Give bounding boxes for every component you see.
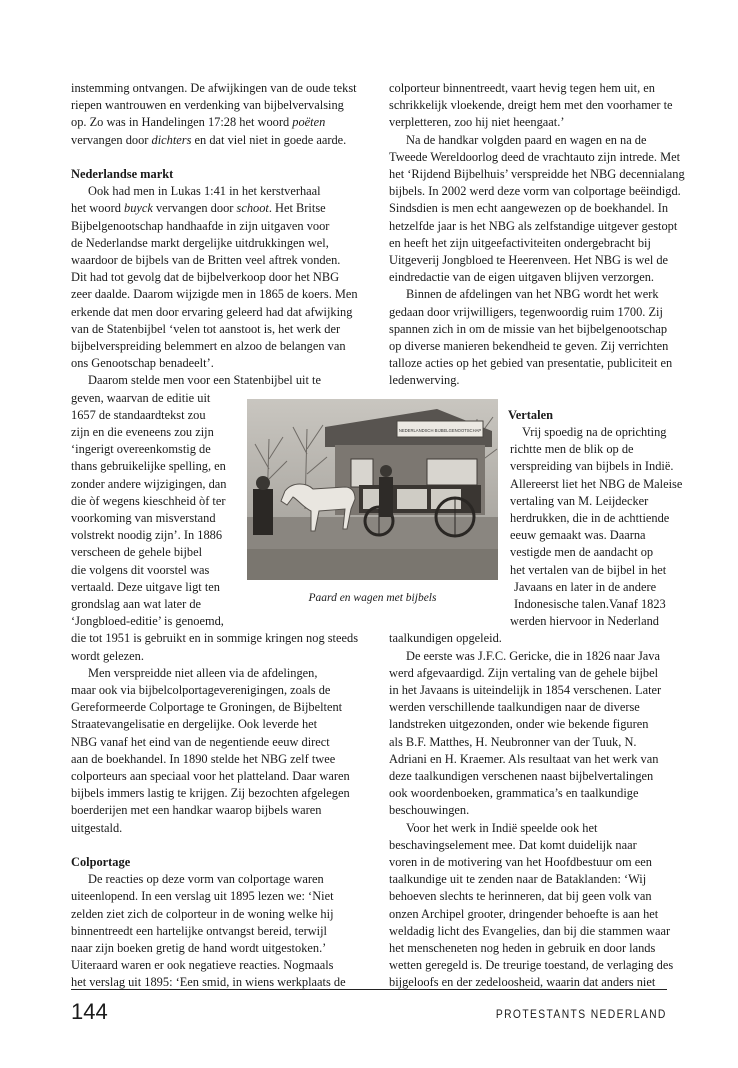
left-column-line: de Nederlandse markt dergelijke uitdrukkingen wel, <box>71 235 329 250</box>
left-column-line: die tot 1951 is gebruikt en in sommige kringen nog steeds <box>71 631 359 646</box>
left-column-line: vervangen door dichters en dat viel niet in goede aarde. <box>71 132 347 147</box>
right-column-line: werd afgevaardigd. Zijn vertaling van de gehele bijbel <box>389 665 659 680</box>
left-column-line: riepen wantrouwen en verdenking van bijbelvervalsing <box>71 98 344 113</box>
right-column-line: het menscheneten nog heden in gebruik en door lands <box>389 941 656 955</box>
left-column-line: boerderijen met een handkar waarop bijbels waren <box>71 803 322 818</box>
left-column-line: Men verspreidde niet alleen via de afdelingen, <box>88 665 318 680</box>
right-column-line: als B.F. Matthes, H. Neubronner van der Tuuk, N. <box>389 734 637 749</box>
left-column-line: zonder andere wijzigingen, dan <box>71 476 227 491</box>
left-column-line: 1657 de standaardtekst zou <box>71 407 206 422</box>
left-column-line: het verslag uit 1895: ‘Een smid, in wiens werkplaats de <box>71 975 346 990</box>
horse-and-wagon-photo-illustration <box>247 399 498 580</box>
left-column-line: Colportage <box>71 855 131 869</box>
right-column-line: beschavingselement mee. Dat komt duidelijk naar <box>389 837 637 852</box>
right-column-line: gedaan door vrijwilligers, tegenwoordig ruim 1700. Zij <box>389 304 663 319</box>
left-column-line: thans gebruikelijke spelling, en <box>71 459 226 474</box>
left-column-line: vertaald. Deze uitgave ligt ten <box>71 579 220 594</box>
right-column-line: voren in de motivering van het Hoofdbestuur om een <box>389 855 652 869</box>
left-column-line: volstrekt noodig zijn’. In 1886 <box>71 528 223 543</box>
right-column-line: richtte men de blik op de <box>510 442 634 457</box>
left-column-line: uitgestald. <box>71 820 123 835</box>
historic-photo <box>247 399 498 580</box>
right-column-line: wetten geregeld is. De treurige toestand, de verlaging des <box>389 958 674 973</box>
right-column-line: behoeven slechts te herinneren, dat bij geen volk van <box>389 889 652 904</box>
left-column-line: zeer daalde. Daarom wijzigde men in 1865 de koers. Men <box>71 287 358 302</box>
right-column-line: bijbels. In 2002 werd deze vorm van colportage beëindigd. <box>389 184 681 199</box>
right-column-line: verpletteren, zoo hij niet heengaat.’ <box>389 115 565 130</box>
left-column-line: Uiteraard waren er ook negatieve reacties. Nogmaals <box>71 958 334 973</box>
left-column-line: colporteurs aan speciaal voor het platteland. Daar waren <box>71 769 350 783</box>
left-column-line: ‘ingerigt overeenkomstig de <box>71 442 211 457</box>
left-column-line: grondslag aan wat later de <box>71 597 202 611</box>
right-column-line: op diverse manieren bekendheid te geven. Zij verrichten <box>389 339 669 353</box>
left-column-line: erkende dat men door ervaring geleerd had dat afwijking <box>71 304 353 319</box>
left-column-line: van de Statenbijbel ‘velen tot aanstoot is, het werk der <box>71 321 341 336</box>
right-column-line: vestigde men de aandacht op <box>510 545 654 560</box>
right-column-line: Adriani en H. Kraemer. Als resultaat van het werk van <box>389 751 659 766</box>
left-column-line: die volgens dit voorstel was <box>71 562 210 577</box>
right-column-line: het vertalen van de bijbel in het <box>510 562 667 577</box>
right-column-line: het ‘Rijdend Bijbelhuis’ verspreidde het NBG decennialang <box>389 167 685 181</box>
right-column-line: De eerste was J.F.C. Gericke, die in 1826 naar Java <box>406 648 660 663</box>
right-column-line: colporteur binnentreedt, vaart hevig tegen hem uit, en <box>389 81 655 95</box>
right-column-line: eindredactie van de eigen uitgaven blijven verzorgen. <box>389 270 655 285</box>
right-column-line: Tweede Wereldoorlog deed de vrachtauto zijn intrede. Met <box>389 149 681 164</box>
left-column-line: aan de boekhandel. In 1890 stelde het NBG zelf twee <box>71 751 336 766</box>
right-column-line: ledenwerving. <box>389 373 460 388</box>
page-number: 144 <box>71 999 108 1024</box>
right-column-line: schrikkelijk vloekende, dreigt hem met den voorhamer te <box>389 98 673 113</box>
right-column-line: Javaans en later in de andere <box>514 579 657 594</box>
left-column-line: Ook had men in Lukas 1:41 in het kerstverhaal <box>88 184 321 199</box>
left-column-line: naar zijn boeken gretig de hand wordt uitgestoken.’ <box>71 941 327 955</box>
right-column-line: Uitgeverij Jongbloed te Heerenveen. Het NBG is wel de <box>389 253 669 267</box>
left-column-line: NBG vanaf het eind van de negentiende eeuw direct <box>71 734 330 749</box>
right-column-line: Vrij spoedig na de oprichting <box>522 425 667 439</box>
right-column-line: in het Javaans is uiteindelijk in 1854 verschenen. Later <box>389 683 662 697</box>
right-column-line: Indonesische talen.Vanaf 1823 <box>514 597 666 611</box>
left-column-line: uiteenlopend. In een verslag uit 1895 lezen we: ‘Niet <box>71 889 334 904</box>
right-column-line: Binnen de afdelingen van het NBG wordt het werk <box>406 287 659 302</box>
footer-rule <box>71 989 667 990</box>
right-column-line: landstreken uitgezonden, onder wie bekende figuren <box>389 717 649 732</box>
left-column-line: Daarom stelde men voor een Statenbijbel uit te <box>88 373 321 388</box>
right-column-line: hetzelfde jaar is het NBG als zelfstandige uitgever gestopt <box>389 218 678 233</box>
left-column-line: waardoor de bijbels van de Britten veel aftrek vonden. <box>71 253 341 267</box>
left-column-line: voorkoming van misverstand <box>71 511 216 525</box>
right-column-line: spannen zich in om de missie van het bijbelgenootschap <box>389 321 668 336</box>
right-column-line: talloze acties op het gebied van presentatie, publiciteit en <box>389 356 673 371</box>
right-column-line: Sindsdien is men echt aangewezen op de boekhandel. In <box>389 201 669 216</box>
right-column-line: taalkundigen opgeleid. <box>389 631 502 646</box>
left-column-line: bijbels immers lastig te krijgen. Zij bezochten afgelegen <box>71 786 350 801</box>
left-column-line: instemming ontvangen. De afwijkingen van de oude tekst <box>71 81 357 95</box>
photo-caption: Paard en wagen met bijbels <box>308 592 437 604</box>
left-column-line: ‘Jongbloed-editie’ is genoemd, <box>71 614 224 629</box>
left-column-line: Nederlandse markt <box>71 167 174 181</box>
left-column-line: ons Genootschap benadeelt’. <box>71 356 214 371</box>
right-column-line: deze taalkundigen verschenen naast bijbelvertalingen <box>389 769 654 783</box>
left-column-line: zijn en die eveneens zou zijn <box>71 425 214 439</box>
photo-sign-text: NEDERLANDSCH BIJBELGENOOTSCHAP <box>398 428 482 433</box>
right-column-line: beschouwingen. <box>389 803 470 818</box>
left-column-line: Bijbelgenootschap handhaafde in zijn uitgaven voor <box>71 218 330 233</box>
right-column-line: weldadig licht des Evangelies, dan bij die stammen waar <box>389 923 671 938</box>
left-column-line: De reacties op deze vorm van colportage waren <box>88 872 324 887</box>
right-column-line: Allereerst liet het NBG de Maleise <box>510 476 683 491</box>
left-column-line: Straatevangelisatie en dergelijke. Ook leverde het <box>71 717 318 732</box>
left-column-line: het woord buyck vervangen door schoot. Het Britse <box>71 201 326 216</box>
right-column-line: onzen Archipel grooter, dringender behoefte is aan het <box>389 906 659 921</box>
left-column-line: Gereformeerde Colportage te Groningen, de Bijbeltent <box>71 700 343 715</box>
right-column-line: taalkundige uit te zenden naar de Bataklanden: ‘Wij <box>389 872 647 887</box>
right-column-line: Voor het werk in Indië speelde ook het <box>406 820 598 835</box>
left-column-line: die òf wegens kieschheid òf ter <box>71 493 226 508</box>
publication-name: PROTESTANTS NEDERLAND <box>496 1007 667 1021</box>
left-column-line: maar ook via bijbelcolportageverenigingen, zoals de <box>71 683 331 697</box>
right-column-line: en heeft het zijn uitgeefactiviteiten ondergebracht bij <box>389 235 651 250</box>
right-column-line: werden hiervoor in Nederland <box>510 614 659 629</box>
left-column-line: zelden ziet zich de colporteur in de woning welke hij <box>71 906 334 921</box>
left-column-line: binnentreedt een hartelijke ontvangst bereid, terwijl <box>71 923 327 938</box>
left-column-line: op. Zo was in Handelingen 17:28 het woord poëten <box>71 115 326 130</box>
right-column-line: herdrukken, die in de achttiende <box>510 511 670 525</box>
left-column-line: bijbelverspreiding belemmert en alzoo de belangen van <box>71 339 346 353</box>
right-column-line: verspreiding van bijbels in Indië. <box>510 459 674 474</box>
right-column-line: vertaling van M. Leijdecker <box>510 493 649 508</box>
right-column-line: werden verschillende taalkundigen naar de diverse <box>389 700 640 715</box>
left-column-line: geven, waarvan de editie uit <box>71 390 211 405</box>
left-column-line: verscheen de gehele bijbel <box>71 545 203 560</box>
right-column-line: bijgeloofs en der zedeloosheid, waarin dat anders niet <box>389 975 656 990</box>
right-column-line: Na de handkar volgden paard en wagen en na de <box>406 132 647 147</box>
right-column-line: eeuw gemaakt was. Daarna <box>510 528 646 543</box>
left-column-line: Dit had tot gevolg dat de bijbelverkoop door het NBG <box>71 270 340 285</box>
left-column-line: wordt gelezen. <box>71 648 144 663</box>
right-column-line: Vertalen <box>508 407 553 422</box>
right-column-line: ook woordenboeken, grammatica’s en taalkundige <box>389 786 639 801</box>
